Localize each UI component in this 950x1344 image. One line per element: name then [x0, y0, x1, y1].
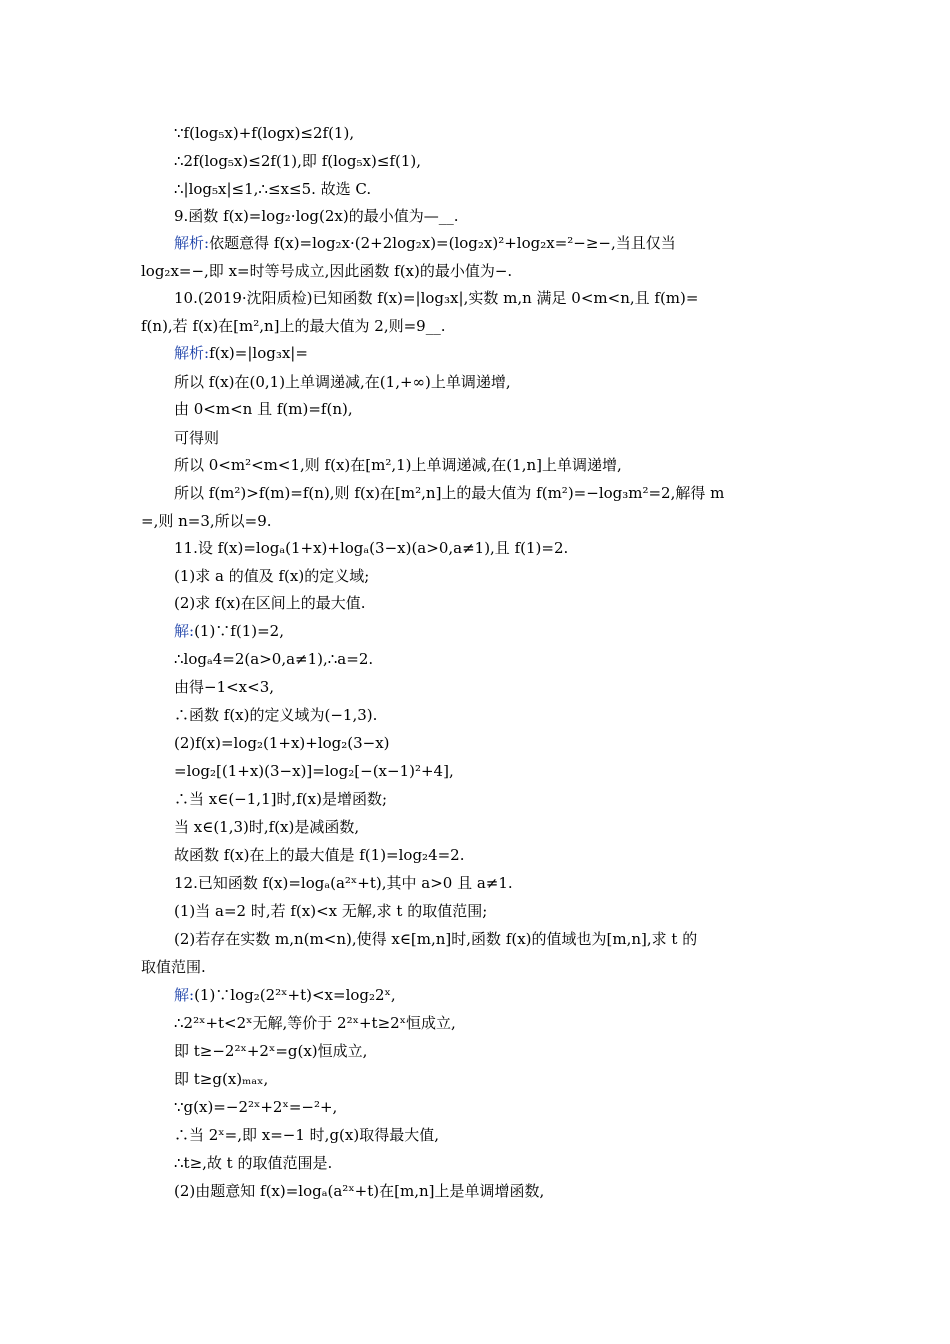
solution-label: 解析:	[174, 344, 210, 362]
solution-text: (1)∵log₂(2²ˣ+t)<x=log₂2ˣ,	[194, 986, 396, 1004]
text-line: log₂x=−,即 x=时等号成立,因此函数 f(x)的最小值为−.	[141, 262, 513, 280]
problem-11: 11.设 f(x)=logₐ(1+x)+logₐ(3−x)(a>0,a≠1),且 f(1)=2.	[174, 539, 569, 557]
solution-line	[174, 985, 396, 1005]
text-line: (1)当 a=2 时,若 f(x)<x 无解,求 t 的取值范围;	[174, 902, 488, 920]
solution-label: 解析:	[174, 234, 210, 252]
text-line: 由得−1<x<3,	[174, 678, 275, 696]
problem-12: 12.已知函数 f(x)=logₐ(a²ˣ+t),其中 a>0 且 a≠1.	[174, 874, 513, 892]
text-line: ∵g(x)=−2²ˣ+2ˣ=−²+,	[174, 1098, 338, 1116]
solution-label: 解:	[174, 622, 195, 640]
text-line: f(n),若 f(x)在[m²,n]上的最大值为 2,则=9__.	[141, 317, 446, 335]
text-line: =log₂[(1+x)(3−x)]=log₂[−(x−1)²+4],	[174, 762, 454, 780]
solution-label: 解:	[174, 986, 195, 1004]
text-line: ∴2f(log₅x)≤2f(1),即 f(log₅x)≤f(1),	[174, 152, 421, 170]
solution-line	[174, 343, 308, 363]
text-line: 即 t≥−2²ˣ+2ˣ=g(x)恒成立,	[174, 1042, 368, 1060]
text-line: 当 x∈(1,3)时,f(x)是减函数,	[174, 818, 360, 836]
text-line: (2)由题意知 f(x)=logₐ(a²ˣ+t)在[m,n]上是单调增函数,	[174, 1182, 545, 1200]
text-line: (2)若存在实数 m,n(m<n),使得 x∈[m,n]时,函数 f(x)的值域也为[m,n],求 t 的	[174, 930, 698, 948]
text-line: (1)求 a 的值及 f(x)的定义域;	[174, 567, 370, 585]
text-line: 所以 0<m²<m<1,则 f(x)在[m²,1)上单调递减,在(1,n]上单调递增,	[174, 456, 622, 474]
text-line: =,则 n=3,所以=9.	[141, 512, 272, 530]
problem-10: 10.(2019·沈阳质检)已知函数 f(x)=|log₃x|,实数 m,n 满足 0<m<n,且 f(m)=	[174, 289, 699, 307]
text-line: 所以 f(m²)>f(m)=f(n),则 f(x)在[m²,n]上的最大值为 f(m²)=−log₃m²=2,解得 m	[174, 484, 725, 502]
text-line: ∴2²ˣ+t<2ˣ无解,等价于 2²ˣ+t≥2ˣ恒成立,	[174, 1014, 456, 1032]
text-line: 取值范围.	[141, 958, 206, 976]
text-line: ∴函数 f(x)的定义域为(−1,3).	[174, 706, 378, 724]
solution-line	[174, 621, 284, 641]
text-line: 由 0<m<n 且 f(m)=f(n),	[174, 400, 353, 418]
text-line: 所以 f(x)在(0,1)上单调递减,在(1,+∞)上单调递增,	[174, 373, 511, 391]
text-line: 即 t≥g(x)ₘₐₓ,	[174, 1070, 269, 1088]
text-line: ∴当 2ˣ=,即 x=−1 时,g(x)取得最大值,	[174, 1126, 439, 1144]
text-line: ∴|log₅x|≤1,∴≤x≤5. 故选 C.	[174, 180, 372, 198]
text-line: 可得则	[174, 429, 220, 447]
solution-text: 依题意得 f(x)=log₂x·(2+2log₂x)=(log₂x)²+log₂x=²−≥−,当且仅当	[209, 234, 676, 252]
text-line: ∴当 x∈(−1,1]时,f(x)是增函数;	[174, 790, 387, 808]
text-line: ∴t≥,故 t 的取值范围是.	[174, 1154, 333, 1172]
text-line: ∴logₐ4=2(a>0,a≠1),∴a=2.	[174, 650, 374, 668]
text-line: ∵f(log₅x)+f(logx)≤2f(1),	[174, 124, 355, 142]
text-line: 故函数 f(x)在上的最大值是 f(1)=log₂4=2.	[174, 846, 465, 864]
problem-9: 9.函数 f(x)=log₂·log(2x)的最小值为—__.	[174, 207, 459, 225]
solution-text: f(x)=|log₃x|=	[209, 344, 308, 362]
text-line: (2)求 f(x)在区间上的最大值.	[174, 594, 366, 612]
text-line: (2)f(x)=log₂(1+x)+log₂(3−x)	[174, 734, 390, 752]
solution-line	[174, 233, 676, 253]
solution-text: (1)∵f(1)=2,	[194, 622, 284, 640]
